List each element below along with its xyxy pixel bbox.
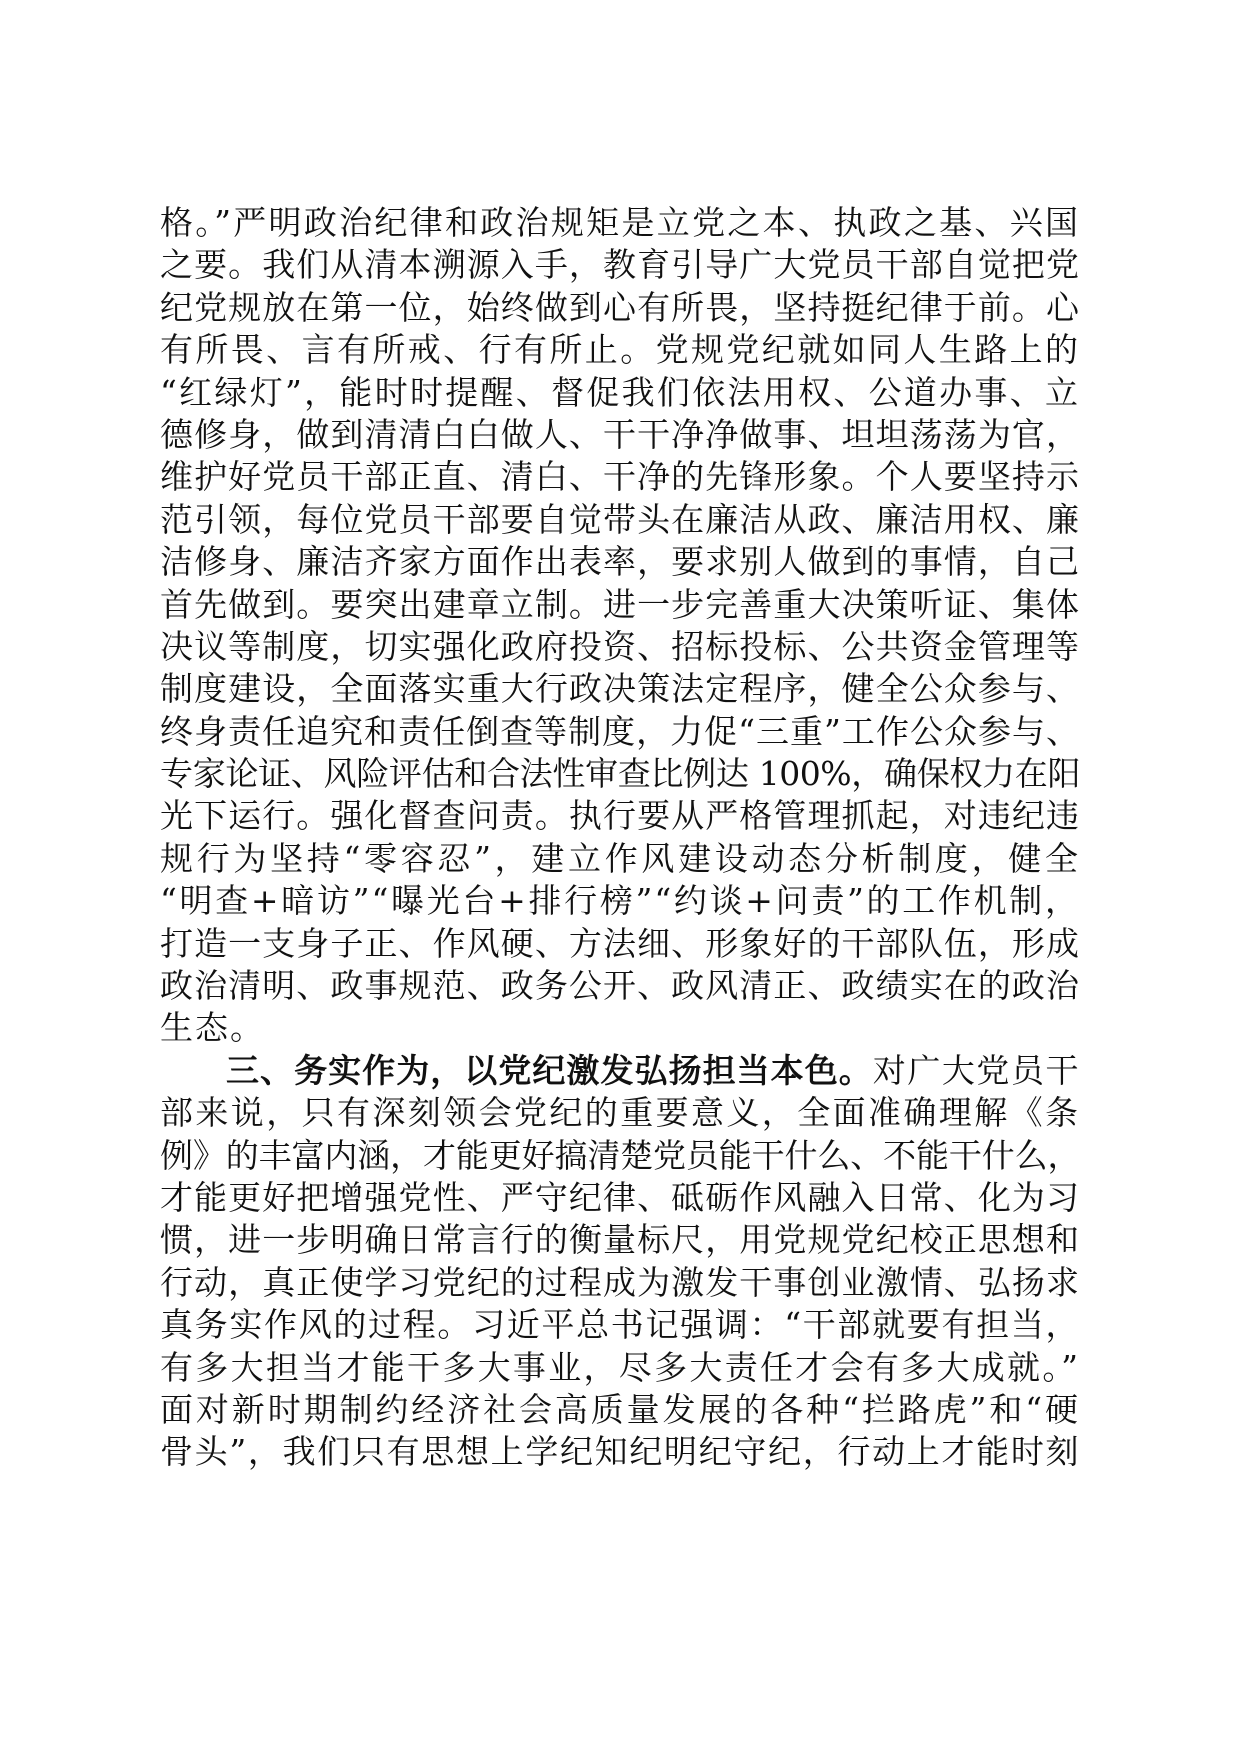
text-line: 纪党规放在第一位，始终做到心有所畏，坚持挺纪律于前。心	[160, 287, 1080, 327]
text-line: 首先做到。要突出建章立制。进一步完善重大决策听证、集体	[160, 584, 1080, 624]
heading-line-text: 对广大党员干	[872, 1050, 1081, 1090]
text-line: 规行为坚持“零容忍”，建立作风建设动态分析制度，健全	[160, 838, 1080, 878]
paragraph-discipline	[160, 202, 1080, 1050]
text-line: 制度建设，全面落实重大行政决策法定程序，健全公众参与、	[160, 669, 1080, 709]
text-line: 决议等制度，切实强化政府投资、招标投标、公共资金管理等	[160, 626, 1080, 666]
text-line: 洁修身、廉洁齐家方面作出表率，要求别人做到的事情，自己	[160, 542, 1080, 582]
text-line: “明查+暗访”“曝光台+排行榜”“约谈+问责”的工作机制，	[160, 881, 1080, 921]
text-line: 有多大担当才能干多大事业，尽多大责任才会有多大成就。”	[160, 1347, 1080, 1387]
text-line: 行动，真正使学习党纪的过程成为激发干事创业激情、弘扬求	[160, 1262, 1080, 1302]
text-line: 面对新时期制约经济社会高质量发展的各种“拦路虎”和“硬	[160, 1389, 1080, 1429]
text-line: 才能更好把增强党性、严守纪律、砥砺作风融入日常、化为习	[160, 1177, 1080, 1217]
text-line: 政治清明、政事规范、政务公开、政风清正、政绩实在的政治	[160, 966, 1080, 1006]
paragraph-section-three	[160, 1050, 1080, 1474]
text-line: 格。”严明政治纪律和政治规矩是立党之本、执政之基、兴国	[160, 203, 1080, 242]
text-line: 终身责任追究和责任倒查等制度，力促“三重”工作公众参与、	[160, 711, 1080, 751]
text-line: 真务实作风的过程。习近平总书记强调：“干部就要有担当，	[160, 1305, 1080, 1345]
text-line: 光下运行。强化督查问责。执行要从严格管理抓起，对违纪违	[160, 796, 1080, 836]
text-line: 打造一支身子正、作风硬、方法细、形象好的干部队伍，形成	[160, 923, 1080, 963]
text-line: 骨头”，我们只有思想上学纪知纪明纪守纪，行动上才能时刻	[160, 1432, 1080, 1472]
section-heading-line	[160, 1050, 1080, 1092]
text-line: 德修身，做到清清白白做人、干干净净做事、坦坦荡荡为官，	[160, 414, 1080, 454]
text-line: 专家论证、风险评估和合法性审查比例达 100%，确保权力在阳	[160, 754, 1080, 794]
text-line: 部来说，只有深刻领会党纪的重要意义，全面准确理解《条	[160, 1093, 1080, 1133]
text-line: 范引领，每位党员干部要自觉带头在廉洁从政、廉洁用权、廉	[160, 499, 1080, 539]
document-body	[160, 202, 1080, 1474]
text-line: 有所畏、言有所戒、行有所止。党规党纪就如同人生路上的	[160, 330, 1080, 370]
text-line: 之要。我们从清本溯源入手，教育引导广大党员干部自觉把党	[160, 245, 1080, 285]
text-line: 维护好党员干部正直、清白、干净的先锋形象。个人要坚持示	[160, 457, 1080, 497]
text-line: “红绿灯”，能时时提醒、督促我们依法用权、公道办事、立	[160, 372, 1080, 412]
section-heading: 三、务实作为，以党纪激发弘扬担当本色。	[226, 1050, 873, 1090]
text-line: 例》的丰富内涵，才能更好搞清楚党员能干什么、不能干什么，	[160, 1135, 1080, 1175]
text-line: 惯，进一步明确日常言行的衡量标尺，用党规党纪校正思想和	[160, 1220, 1080, 1260]
text-line: 生态。	[160, 1008, 265, 1048]
